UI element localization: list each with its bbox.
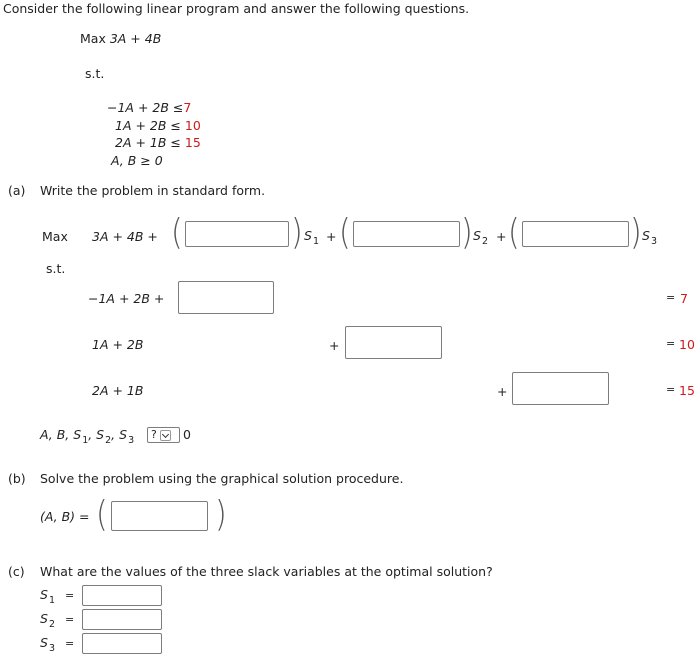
s2-answer-input[interactable] <box>82 609 162 630</box>
row-1-lhs: −1A + 2B + <box>88 291 165 306</box>
row-3-plus: + <box>497 384 508 399</box>
objective <box>80 31 161 46</box>
std-nonneg-vars: A, B, $S_1$, $S_2$, $S_3$ <box>40 427 135 446</box>
s2-answer-label: $S_2$ <box>40 611 55 630</box>
s2-eq: = <box>65 613 75 626</box>
row-2-s2-input[interactable] <box>345 326 442 359</box>
nonneg-relation-value: ? <box>151 428 157 441</box>
constraint-1-rhs: 7 <box>183 100 192 115</box>
std-objective-terms: 3A + 4B + <box>92 229 158 244</box>
part-c-question: What are the values of the three slack variables at the optimal solution? <box>40 564 493 579</box>
row-1-s1-input[interactable] <box>178 281 274 314</box>
ab-answer-label: (A, B) = <box>40 509 90 524</box>
constraint-2-rhs: 10 <box>184 118 201 133</box>
s1-answer-label: $S_1$ <box>40 587 55 606</box>
s1-eq: = <box>65 589 75 602</box>
max-label: Max <box>80 31 106 46</box>
s3-coefficient-input[interactable] <box>522 221 629 247</box>
s1-coefficient-input[interactable] <box>185 221 289 247</box>
part-b-question: Solve the problem using the graphical solution procedure. <box>40 471 404 486</box>
part-b-label: (b) <box>8 471 26 486</box>
plus-2: + <box>496 229 507 244</box>
close-paren-2: ) <box>461 211 473 254</box>
ab-answer-input[interactable] <box>111 501 208 531</box>
s3-answer-input[interactable] <box>82 633 162 654</box>
row-2-plus: + <box>329 338 340 353</box>
part-c-label: (c) <box>8 564 25 579</box>
s2-coefficient-input[interactable] <box>353 221 460 247</box>
nonneg-constraint: A, B ≥ 0 <box>111 153 163 168</box>
close-paren-3: ) <box>630 211 642 254</box>
open-paren-2: ( <box>339 211 351 254</box>
row-2-lhs: 1A + 2B <box>92 337 144 352</box>
chevron-down-icon <box>160 430 171 441</box>
s2-variable: $S_2$ <box>473 228 488 247</box>
open-paren-3: ( <box>508 211 520 254</box>
s3-variable: $S_3$ <box>642 228 657 247</box>
row-3-s3-input[interactable] <box>512 372 609 405</box>
std-max-label: Max <box>42 229 68 244</box>
s1-variable: $S_1$ <box>304 228 319 247</box>
close-paren-1: ) <box>291 211 303 254</box>
constraint-3: 2A + 1B ≤ 15 <box>115 135 201 150</box>
part-a-question: Write the problem in standard form. <box>40 183 266 198</box>
std-st-label: s.t. <box>46 261 66 276</box>
plus-1: + <box>326 229 337 244</box>
objective-expression: 3A + 4B <box>109 31 162 46</box>
row-2-eq: = <box>666 337 676 350</box>
s3-answer-label: $S_3$ <box>40 635 55 654</box>
st-label: s.t. <box>85 66 105 81</box>
intro-text: Consider the following linear program and answer the following questions. <box>3 1 470 16</box>
row-1-rhs: 7 <box>680 291 688 306</box>
constraint-1: −1A + 2B ≤7 <box>107 100 192 115</box>
part-a-label: (a) <box>8 183 26 198</box>
row-2-rhs: 10 <box>679 337 695 352</box>
row-3-lhs: 2A + 1B <box>92 383 144 398</box>
ab-open-paren: ( <box>96 493 108 536</box>
row-1-eq: = <box>666 291 676 304</box>
open-paren-1: ( <box>171 211 183 254</box>
s3-eq: = <box>65 637 75 650</box>
constraint-2: 1A + 2B ≤ 10 <box>115 118 201 133</box>
std-nonneg-rhs: 0 <box>183 427 191 442</box>
constraint-3-rhs: 15 <box>184 135 201 150</box>
row-3-eq: = <box>666 383 676 396</box>
s1-answer-input[interactable] <box>82 585 162 606</box>
nonneg-relation-select[interactable] <box>147 427 180 443</box>
row-3-rhs: 15 <box>679 383 695 398</box>
ab-close-paren: ) <box>215 493 227 536</box>
